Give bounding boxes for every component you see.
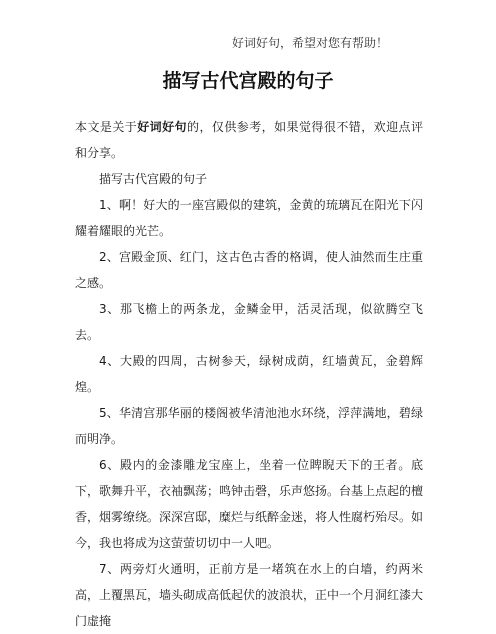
sentence-item-5: 5、华清宫那华丽的楼阁被华清池池水环绕，浮萍满地，碧绿而明净。 [75, 406, 423, 446]
header-note: 好词好句，希望对您有帮助！ [232, 36, 389, 50]
intro-paragraph [75, 114, 423, 166]
intro-keyword: 好词好句 [137, 120, 187, 134]
sentence-item-6: 6、殿内的金漆雕龙宝座上，坐着一位睥睨天下的王者。底下，歌舞升平，衣袖飘荡；鸣钟击磬，乐声悠扬。台基上点起的檀香，烟雾缭绕。深深宫邸，糜烂与纸醉金迷，将人性腐朽殆尽。如今，我也将成为这萤萤切切中一人吧。 [75, 458, 424, 550]
intro-suffix: 的，仅供参考，如果觉得很不错，欢迎点评和分享。 [75, 120, 423, 160]
sentence-item-2: 2、宫殿金顶、红门，这古色古香的格调，使人油然而生庄重之感。 [75, 250, 423, 290]
sentence-item-3: 3、那飞檐上的两条龙，金鳞金甲，活灵活现，似欲腾空飞去。 [75, 302, 423, 342]
section-subheading: 描写古代宫殿的句子 [99, 172, 208, 186]
document-title: 描写古代宫殿的句子 [162, 70, 334, 92]
intro-prefix: 本文是关于 [75, 120, 138, 134]
sentence-item-4: 4、大殿的四周，古树参天，绿树成荫，红墙黄瓦，金碧辉煌。 [75, 354, 423, 394]
sentence-item-1: 1、啊！好大的一座宫殿似的建筑，金黄的琉璃瓦在阳光下闪耀着耀眼的光芒。 [75, 198, 423, 238]
sentence-item-7: 7、两旁灯火通明，正前方是一堵筑在水上的白墙，约两米高，上覆黑瓦，墙头砌成高低起伏的波浪状，正中一个月洞红漆大门虚掩 [75, 562, 424, 628]
document-body [75, 114, 423, 634]
